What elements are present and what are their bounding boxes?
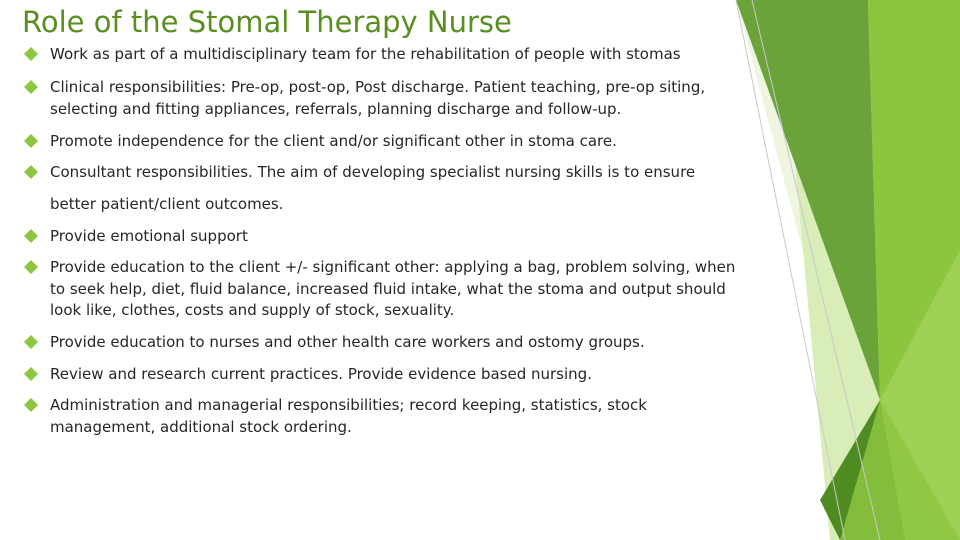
diamond-bullet-icon (24, 134, 38, 148)
diamond-bullet-icon (24, 335, 38, 349)
bullet-line: Clinical responsibilities: Pre-op, post-op, Post discharge. Patient teaching, pre-op siting, (50, 78, 706, 96)
bullet-line: Work as part of a multidisciplinary team for the rehabilitation of people with stomas (50, 45, 681, 63)
bullet-line: to seek help, diet, fluid balance, increased fluid intake, what the stoma and output should (50, 279, 726, 298)
diamond-bullet-icon (24, 165, 38, 179)
diamond-bullet-icon (24, 229, 38, 243)
slide-title: Role of the Stomal Therapy Nurse (22, 5, 512, 39)
bullet-item (24, 364, 804, 386)
bullet-item (24, 131, 804, 153)
bullet-line: selecting and fitting appliances, referrals, planning discharge and follow-up. (50, 99, 622, 118)
diamond-bullet-icon (24, 367, 38, 381)
bullet-item (24, 77, 804, 120)
bullet-item (24, 257, 804, 322)
bullet-line: Provide education to nurses and other health care workers and ostomy groups. (50, 333, 645, 351)
bullet-item (24, 226, 804, 248)
continuation-paragraph: better patient/client outcomes. (50, 195, 284, 213)
diamond-bullet-icon (24, 80, 38, 94)
bullet-item (24, 162, 804, 184)
bullet-line: Provide emotional support (50, 227, 248, 245)
bullet-line: look like, clothes, costs and supply of stock, sexuality. (50, 301, 455, 319)
bullet-item (24, 395, 804, 438)
diamond-bullet-icon (24, 47, 38, 61)
bullet-line: Promote independence for the client and/or significant other in stoma care. (50, 132, 617, 150)
diamond-bullet-icon (24, 398, 38, 412)
bullet-line: Administration and managerial responsibilities; record keeping, statistics, stock (50, 396, 647, 414)
bullet-line: Review and research current practices. Provide evidence based nursing. (50, 365, 592, 383)
bullet-line: Provide education to the client +/- significant other: applying a bag, problem solving, when (50, 258, 736, 276)
bullet-item (24, 332, 804, 354)
bullet-item (24, 44, 804, 66)
bullet-line: Consultant responsibilities. The aim of developing specialist nursing skills is to ensure (50, 163, 696, 181)
diamond-bullet-icon (24, 260, 38, 274)
bullet-line: management, additional stock ordering. (50, 417, 352, 436)
